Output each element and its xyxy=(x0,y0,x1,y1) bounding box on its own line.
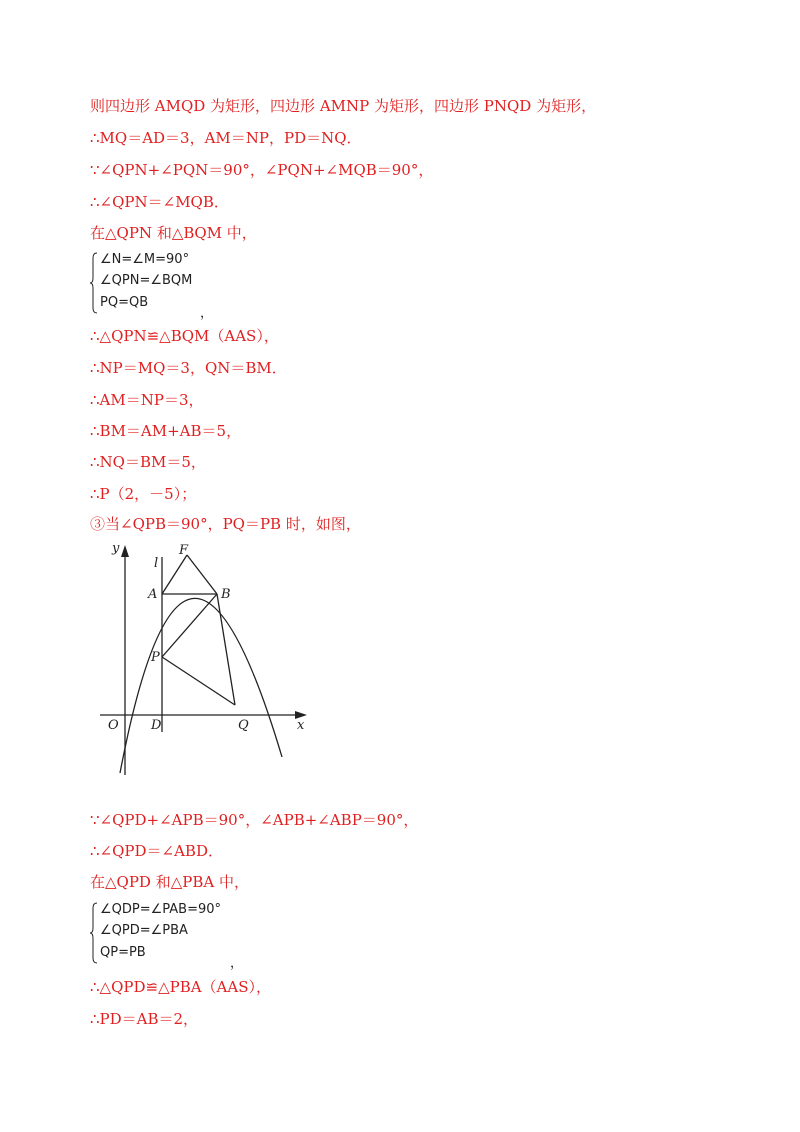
label-x: x xyxy=(297,718,305,733)
label-d: D xyxy=(151,718,162,733)
label-f: F xyxy=(179,543,189,558)
text-line-5: 在△QPN 和△BQM 中， xyxy=(90,224,257,242)
system-row: ∠QPD=∠PBA xyxy=(100,923,188,938)
label-o: O xyxy=(108,718,119,733)
text-line-2: ∴MQ＝AD＝3，AM＝NP，PD＝NQ． xyxy=(90,129,362,147)
segment-pb xyxy=(162,594,217,657)
parabola-curve xyxy=(120,598,282,773)
system-comma: ， xyxy=(200,306,214,321)
text-line-9: ∴BM＝AM+AB＝5， xyxy=(90,422,242,440)
label-l: l xyxy=(154,556,159,571)
text-line-15: 在△QPD 和△PBA 中， xyxy=(90,873,249,891)
system-row: ∠N=∠M=90° xyxy=(100,252,190,267)
text-line-7: ∴NP＝MQ＝3，QN＝BM． xyxy=(90,359,287,377)
text-line-8: ∴AM＝NP＝3， xyxy=(90,391,204,409)
system-row: QP=PB xyxy=(100,945,146,960)
text-line-10: ∴NQ＝BM＝5， xyxy=(90,453,206,471)
label-y: y xyxy=(112,541,120,556)
text-line-6: ∴△QPN≌△BQM（AAS）， xyxy=(90,327,279,345)
system-row: ∠QPN=∠BQM xyxy=(100,273,193,288)
system-comma: ， xyxy=(230,956,244,971)
text-line-17: ∴PD＝AB＝2， xyxy=(90,1010,199,1028)
left-brace-icon xyxy=(90,252,98,314)
label-p: P xyxy=(151,650,160,665)
label-a: A xyxy=(148,587,158,602)
system-row: PQ=QB xyxy=(100,295,149,310)
parabola-figure xyxy=(100,537,320,777)
segment-bq xyxy=(217,594,235,705)
equation-system-1 xyxy=(90,252,240,321)
text-line-11: ∴P（2，－5）； xyxy=(90,485,197,503)
text-line-13: ∵∠QPD+∠APB＝90°，∠APB+∠ABP＝90°， xyxy=(90,811,419,829)
text-line-3: ∵∠QPN+∠PQN＝90°，∠PQN+∠MQB＝90°， xyxy=(90,161,434,179)
text-line-12: ③当∠QPB＝90°，PQ＝PB 时，如图， xyxy=(90,515,361,533)
segment-fb xyxy=(187,555,217,594)
segment-af xyxy=(162,555,187,594)
left-brace-icon xyxy=(90,902,98,964)
label-b: B xyxy=(221,587,231,602)
y-axis-arrow-icon xyxy=(121,545,129,557)
text-line-4: ∴∠QPN＝∠MQB． xyxy=(90,193,229,211)
equation-system-2 xyxy=(90,902,260,971)
label-q: Q xyxy=(238,718,249,733)
segment-pq xyxy=(162,657,235,705)
system-row: ∠QDP=∠PAB=90° xyxy=(100,902,222,917)
text-line-16: ∴△QPD≌△PBA（AAS）， xyxy=(90,978,271,996)
text-line-1: 则四边形 AMQD 为矩形，四边形 AMNP 为矩形，四边形 PNQD 为矩形， xyxy=(90,97,597,115)
text-line-14: ∴∠QPD＝∠ABD． xyxy=(90,842,223,860)
